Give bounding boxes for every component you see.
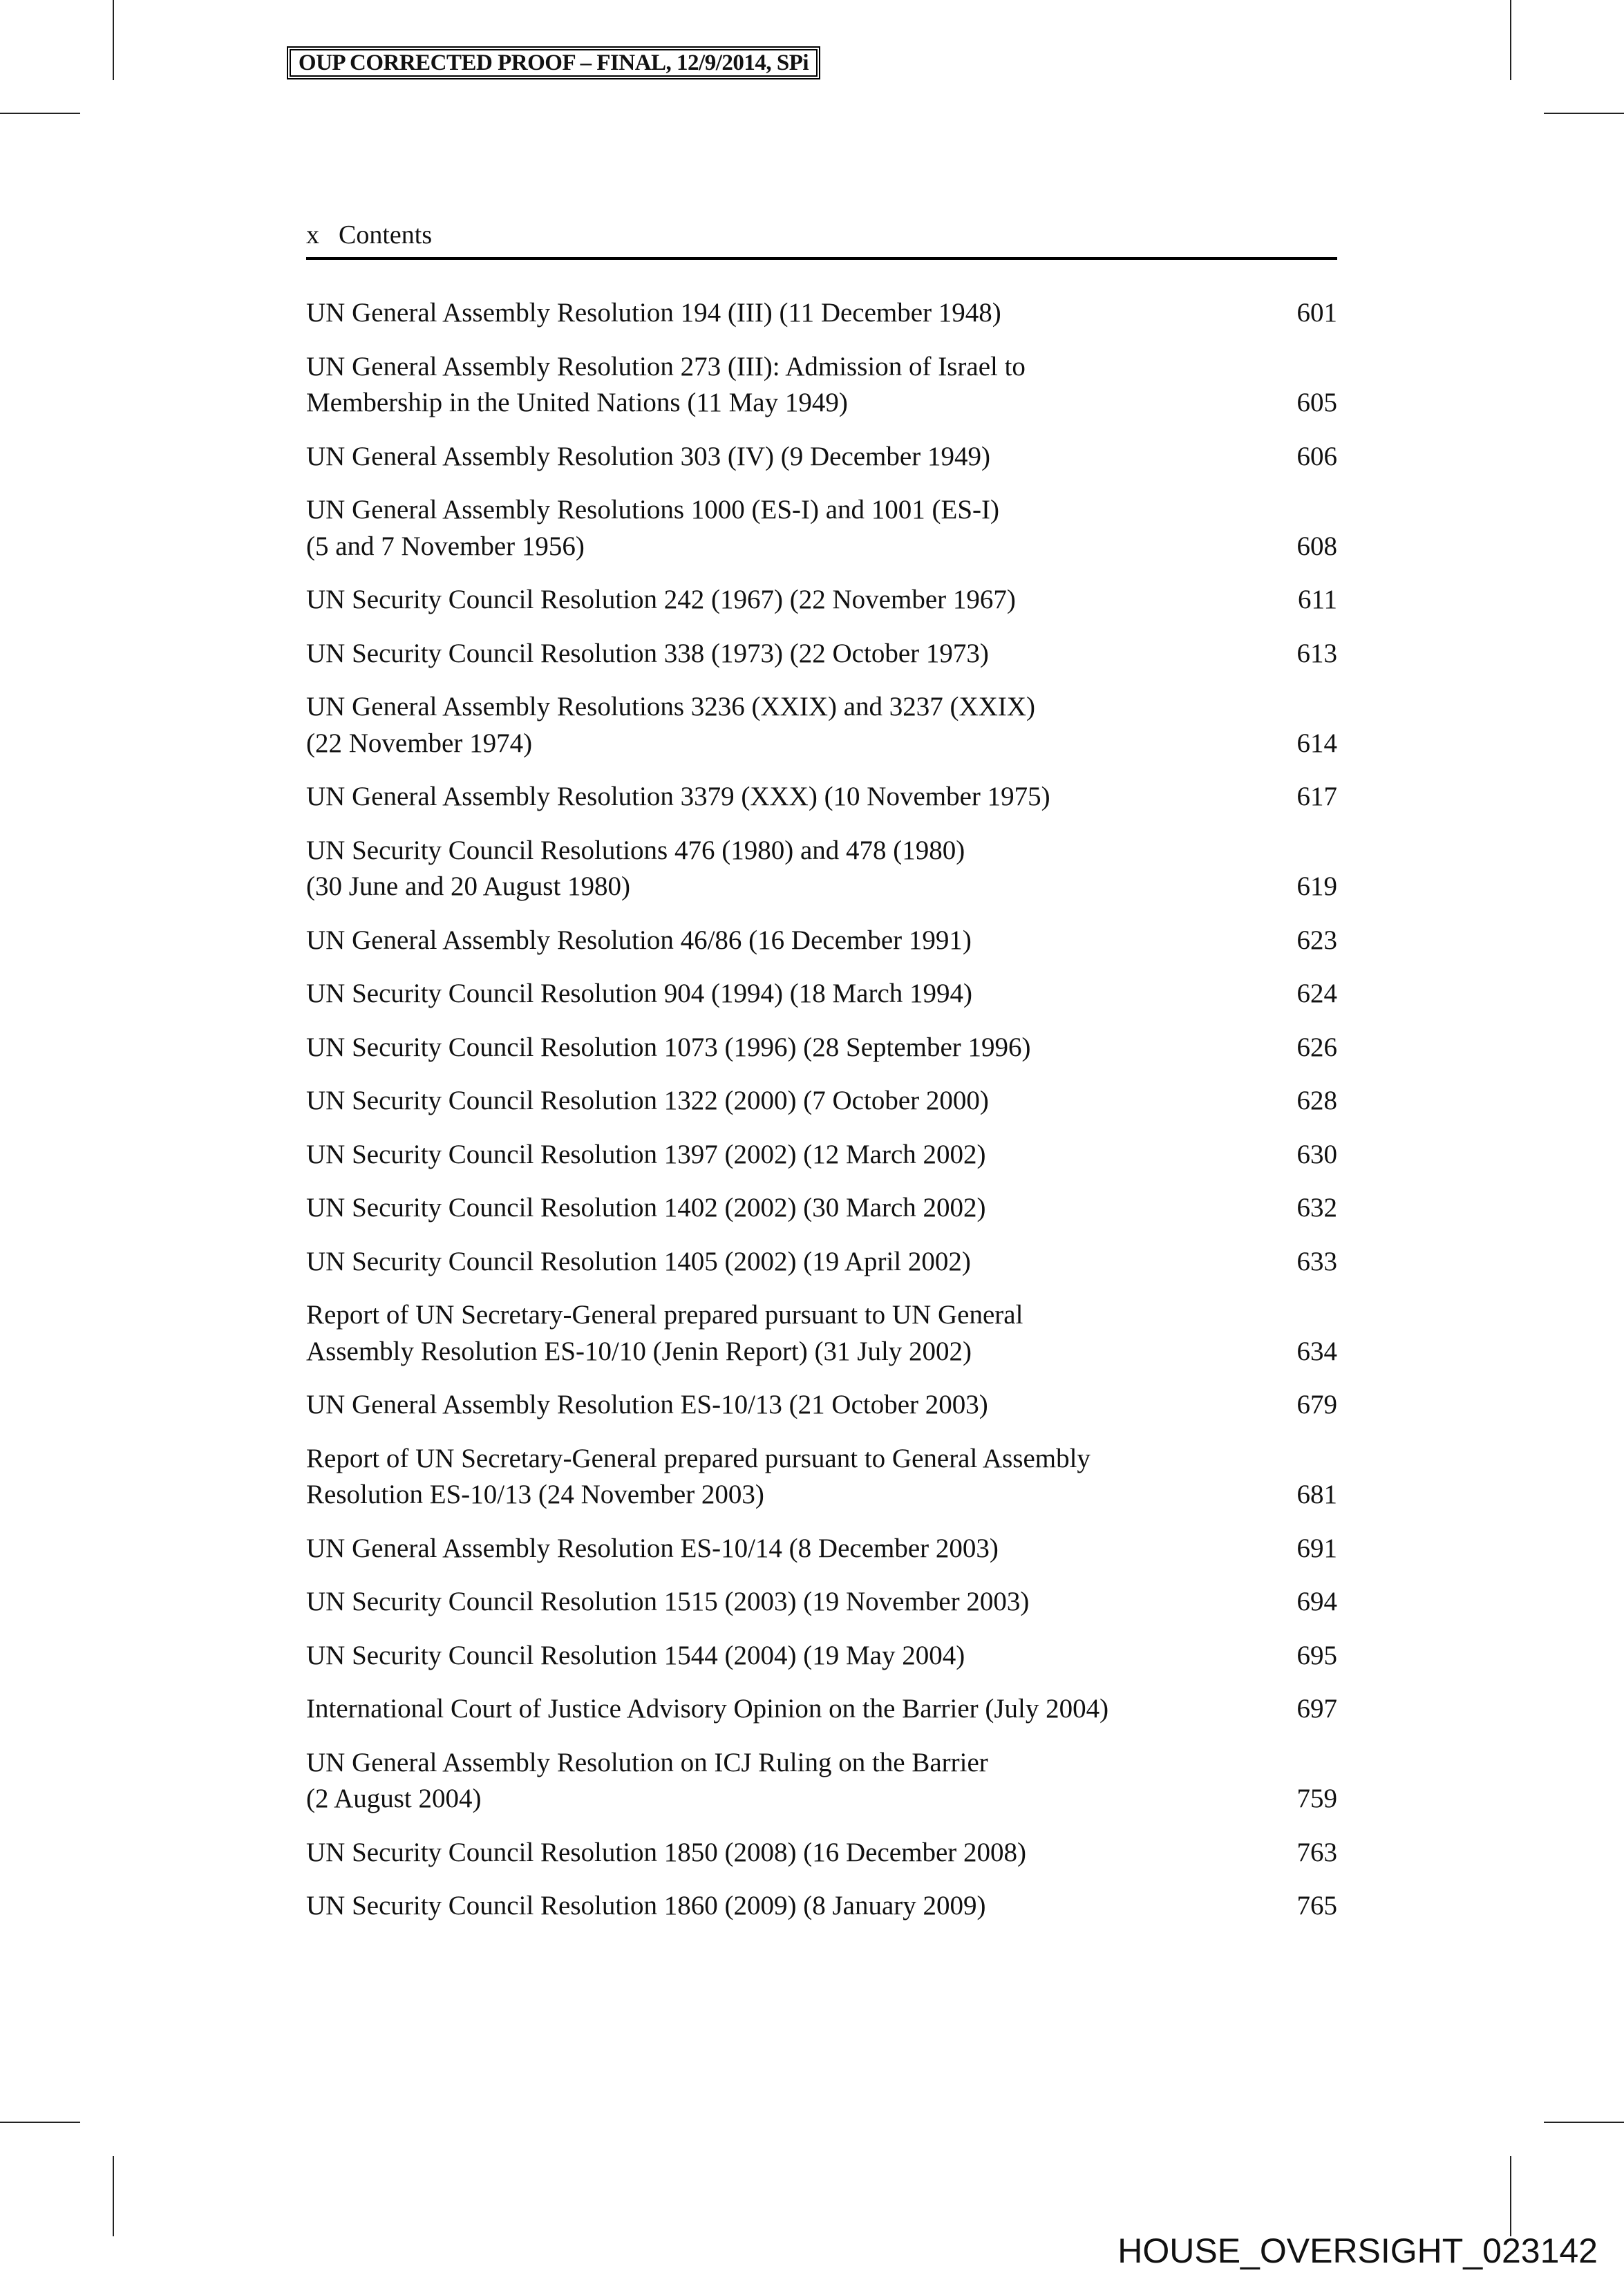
- toc-entry-title: [306, 1297, 1023, 1370]
- toc-entry-title: [306, 1745, 988, 1818]
- toc-entry-page: 617: [1296, 782, 1337, 811]
- toc-entry-title: [306, 1441, 1090, 1513]
- running-head: [306, 220, 432, 250]
- toc-entry: [306, 1531, 1337, 1567]
- toc-entry: [306, 1190, 1337, 1227]
- crop-mark: [113, 0, 114, 80]
- toc-entry-title-line: Report of UN Secretary-General prepared pursuant to General Assembly: [306, 1443, 1090, 1473]
- toc-entry-title-line: UN General Assembly Resolution 273 (III): Admission of Israel to: [306, 351, 1026, 381]
- toc-entry: [306, 779, 1337, 815]
- toc-entry-page: 679: [1296, 1390, 1337, 1419]
- toc-entry-title: [306, 833, 965, 905]
- toc-entry-title-line: UN General Assembly Resolution 303 (IV) (9 December 1949): [306, 441, 990, 471]
- toc-entry: [306, 1387, 1337, 1424]
- toc-entry-title: [306, 295, 1001, 332]
- toc-entry-title-line: Resolution ES-10/13 (24 November 2003): [306, 1480, 764, 1509]
- toc-entry-title: [306, 1531, 999, 1567]
- toc-entry: [306, 923, 1337, 959]
- toc-entry: [306, 976, 1337, 1012]
- crop-mark: [1510, 2156, 1511, 2236]
- toc-entry-page: 691: [1296, 1533, 1337, 1563]
- toc-entry-page: 619: [1296, 871, 1337, 901]
- crop-mark: [0, 113, 80, 114]
- toc-entry-page: 632: [1296, 1193, 1337, 1223]
- toc-entry-page: 614: [1296, 728, 1337, 758]
- toc-entry: [306, 1691, 1337, 1728]
- toc-entry-page: 763: [1296, 1837, 1337, 1867]
- proof-stamp: [287, 46, 820, 79]
- toc-entry: [306, 1584, 1337, 1621]
- toc-entry-page: 624: [1296, 979, 1337, 1008]
- toc-entry: [306, 1745, 1337, 1818]
- crop-mark: [0, 2122, 80, 2123]
- toc-entry-page: 626: [1296, 1032, 1337, 1062]
- toc-entry-title-line: UN Security Council Resolution 242 (1967) (22 November 1967): [306, 585, 1016, 614]
- toc-entry-title-line: UN General Assembly Resolution ES-10/14 (8 December 2003): [306, 1533, 999, 1563]
- toc-entry-title-line: UN General Assembly Resolution ES-10/13 (21 October 2003): [306, 1390, 988, 1419]
- crop-mark: [1510, 0, 1511, 80]
- toc-entry: [306, 1835, 1337, 1871]
- toc-entry: [306, 582, 1337, 619]
- toc-entry-page: 759: [1296, 1784, 1337, 1813]
- toc-entry-title-line: UN Security Council Resolution 1322 (2000) (7 October 2000): [306, 1086, 989, 1115]
- toc-entry-title: [306, 582, 1016, 619]
- toc-entry: [306, 833, 1337, 905]
- toc-entry-title-line: Assembly Resolution ES-10/10 (Jenin Report) (31 July 2002): [306, 1336, 972, 1366]
- toc-entry-title: [306, 1190, 986, 1227]
- toc-entry-title-line: UN General Assembly Resolutions 1000 (ES-I) and 1001 (ES-I): [306, 495, 1000, 525]
- toc-entry-title-line: UN Security Council Resolution 1544 (2004) (19 May 2004): [306, 1640, 965, 1670]
- toc-entry-title: [306, 1244, 971, 1281]
- toc-entry: [306, 349, 1337, 422]
- toc-entry-title-line: (5 and 7 November 1956): [306, 531, 585, 561]
- header-rule: [306, 257, 1337, 260]
- toc-entry-title-line: UN Security Council Resolution 1860 (2009) (8 January 2009): [306, 1891, 986, 1920]
- crop-mark: [113, 2156, 114, 2236]
- toc-entry-title-line: UN General Assembly Resolution 194 (III) (11 December 1948): [306, 298, 1001, 328]
- toc-entry-page: 606: [1296, 441, 1337, 471]
- toc-entry-page: 613: [1296, 638, 1337, 668]
- toc-entry-page: 695: [1296, 1640, 1337, 1670]
- toc-entry-page: 623: [1296, 925, 1337, 955]
- toc-entry-page: 605: [1296, 388, 1337, 417]
- toc-entry-title: [306, 1387, 988, 1424]
- toc-entry: [306, 1030, 1337, 1066]
- toc-entry-page: 681: [1296, 1480, 1337, 1509]
- toc-entry-title: [306, 1888, 986, 1925]
- toc-entry-title: [306, 779, 1050, 815]
- table-of-contents: [306, 295, 1337, 1942]
- toc-entry-title: [306, 636, 989, 672]
- running-head-title: Contents: [339, 220, 433, 249]
- toc-entry: [306, 295, 1337, 332]
- toc-entry-title-line: UN General Assembly Resolution 3379 (XXX) (10 November 1975): [306, 782, 1050, 811]
- toc-entry-title-line: UN Security Council Resolutions 476 (1980) and 478 (1980): [306, 835, 965, 865]
- toc-entry-page: 611: [1297, 585, 1337, 614]
- toc-entry-page: 634: [1296, 1336, 1337, 1366]
- toc-entry-title-line: UN General Assembly Resolution on ICJ Ruling on the Barrier: [306, 1747, 988, 1777]
- toc-entry: [306, 1888, 1337, 1925]
- toc-entry-title-line: UN General Assembly Resolutions 3236 (XXIX) and 3237 (XXIX): [306, 692, 1035, 721]
- toc-entry-title: [306, 439, 990, 475]
- toc-entry-title: [306, 492, 999, 565]
- toc-entry-page: 601: [1296, 298, 1337, 328]
- toc-entry-title: [306, 1584, 1029, 1621]
- toc-entry-title: [306, 1030, 1031, 1066]
- toc-entry-title: [306, 1083, 989, 1120]
- toc-entry-title: [306, 923, 972, 959]
- bates-number: HOUSE_OVERSIGHT_023142: [1117, 2231, 1598, 2270]
- toc-entry: [306, 689, 1337, 762]
- toc-entry-title-line: UN Security Council Resolution 1402 (2002) (30 March 2002): [306, 1193, 986, 1223]
- toc-entry-title-line: UN Security Council Resolution 1405 (2002) (19 April 2002): [306, 1246, 971, 1276]
- toc-entry-page: 628: [1296, 1086, 1337, 1115]
- toc-entry-title-line: UN General Assembly Resolution 46/86 (16 December 1991): [306, 925, 972, 955]
- toc-entry-page: 694: [1296, 1587, 1337, 1616]
- toc-entry-title-line: UN Security Council Resolution 1073 (1996) (28 September 1996): [306, 1032, 1031, 1062]
- toc-entry-title-line: UN Security Council Resolution 338 (1973) (22 October 1973): [306, 638, 989, 668]
- toc-entry-title-line: UN Security Council Resolution 1397 (2002) (12 March 2002): [306, 1139, 986, 1169]
- toc-entry-title: [306, 689, 1035, 762]
- toc-entry-page: 608: [1296, 531, 1337, 561]
- toc-entry-page: 697: [1296, 1694, 1337, 1724]
- toc-entry-title-line: UN Security Council Resolution 1850 (2008) (16 December 2008): [306, 1837, 1026, 1867]
- toc-entry: [306, 1083, 1337, 1120]
- crop-mark: [1544, 2122, 1624, 2123]
- toc-entry-title-line: (22 November 1974): [306, 728, 533, 758]
- toc-entry: [306, 492, 1337, 565]
- toc-entry-title-line: Report of UN Secretary-General prepared pursuant to UN General: [306, 1300, 1023, 1330]
- toc-entry-page: 765: [1296, 1891, 1337, 1920]
- page-folio: x: [306, 220, 319, 249]
- toc-entry: [306, 1441, 1337, 1513]
- proof-stamp-text: OUP CORRECTED PROOF – FINAL, 12/9/2014, SPi: [290, 49, 818, 77]
- crop-mark: [1544, 113, 1624, 114]
- toc-entry-title-line: Membership in the United Nations (11 May 1949): [306, 388, 848, 417]
- toc-entry-title-line: UN Security Council Resolution 904 (1994) (18 March 1994): [306, 979, 973, 1008]
- toc-entry-title: [306, 976, 972, 1012]
- toc-entry-title: [306, 1691, 1108, 1728]
- toc-entry: [306, 636, 1337, 672]
- toc-entry-title: [306, 349, 1026, 422]
- toc-entry-title-line: (30 June and 20 August 1980): [306, 871, 631, 901]
- toc-entry: [306, 1638, 1337, 1674]
- toc-entry-title: [306, 1638, 965, 1674]
- toc-entry: [306, 1244, 1337, 1281]
- toc-entry-title-line: (2 August 2004): [306, 1784, 482, 1813]
- toc-entry-title: [306, 1137, 986, 1173]
- toc-entry-page: 630: [1296, 1139, 1337, 1169]
- toc-entry: [306, 439, 1337, 475]
- toc-entry: [306, 1297, 1337, 1370]
- toc-entry-page: 633: [1296, 1246, 1337, 1276]
- toc-entry-title-line: UN Security Council Resolution 1515 (2003) (19 November 2003): [306, 1587, 1030, 1616]
- toc-entry-title-line: International Court of Justice Advisory Opinion on the Barrier (July 2004): [306, 1694, 1109, 1724]
- toc-entry-title: [306, 1835, 1026, 1871]
- toc-entry: [306, 1137, 1337, 1173]
